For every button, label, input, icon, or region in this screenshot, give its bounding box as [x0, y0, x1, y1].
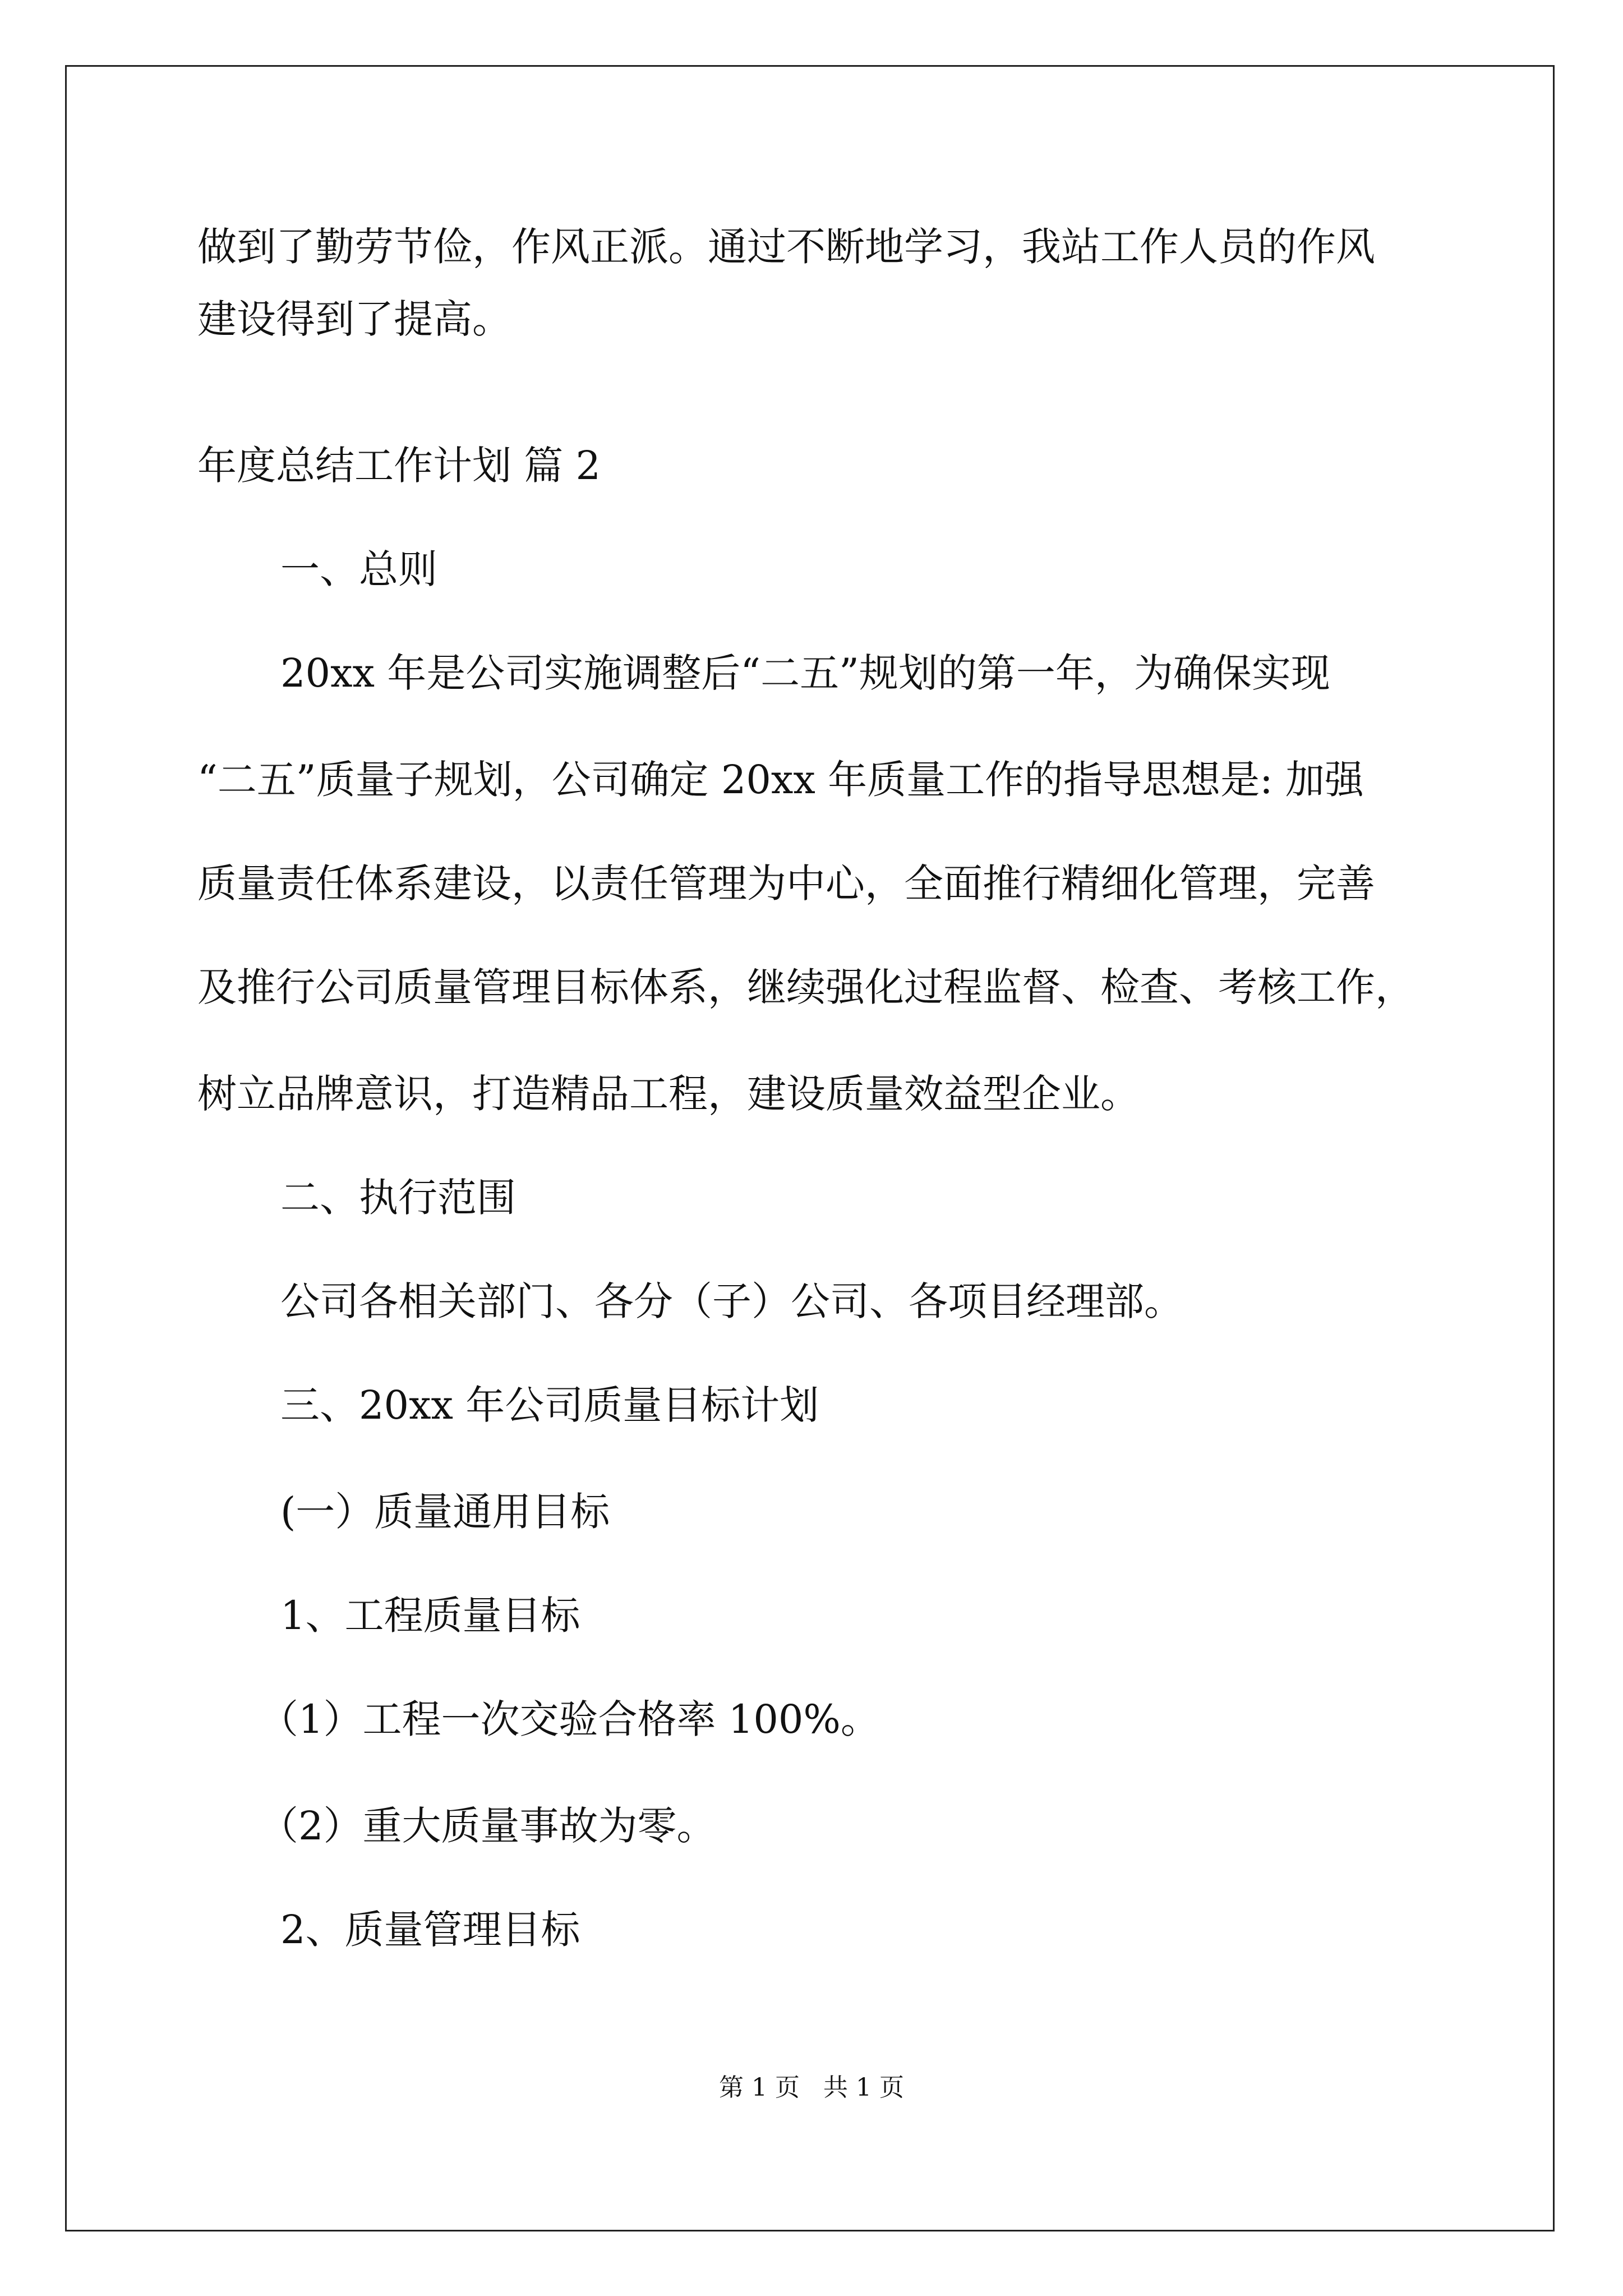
page-footer: 第 1 页 共 1 页: [719, 2073, 904, 2102]
subheading-general-targets: (一）质量通用目标: [280, 1489, 610, 1535]
subheading-engineering-quality: 1、工程质量目标: [280, 1593, 580, 1639]
body-text-line: 质量责任体系建设，以责任管理为中心，全面推行精细化管理，完善: [197, 861, 1375, 907]
heading-scope: 二、执行范围: [280, 1175, 516, 1221]
subheading-management-targets: 2、质量管理目标: [280, 1907, 580, 1953]
list-item: （1）工程一次交验合格率 100%。: [259, 1696, 880, 1742]
body-text-line: 树立品牌意识，打造精品工程，建设质量效益型企业。: [197, 1071, 1140, 1117]
body-text-line: 建设得到了提高。: [197, 296, 511, 342]
section-title: 年度总结工作计划 篇 2: [197, 443, 601, 489]
list-item: （2）重大质量事故为零。: [259, 1803, 716, 1849]
heading-general-principles: 一、总则: [280, 546, 437, 592]
body-text-line: 20xx 年是公司实施调整后“二五”规划的第一年，为确保实现: [280, 650, 1330, 696]
body-text-line: 做到了勤劳节俭，作风正派。通过不断地学习，我站工作人员的作风: [197, 224, 1375, 270]
body-text-line: 及推行公司质量管理目标体系，继续强化过程监督、检查、考核工作，: [197, 964, 1414, 1010]
body-text-line: 公司各相关部门、各分（子）公司、各项目经理部。: [280, 1278, 1183, 1324]
body-text-line: “二五”质量子规划，公司确定 20xx 年质量工作的指导思想是: 加强: [197, 757, 1364, 803]
heading-quality-targets: 三、20xx 年公司质量目标计划: [280, 1382, 819, 1428]
